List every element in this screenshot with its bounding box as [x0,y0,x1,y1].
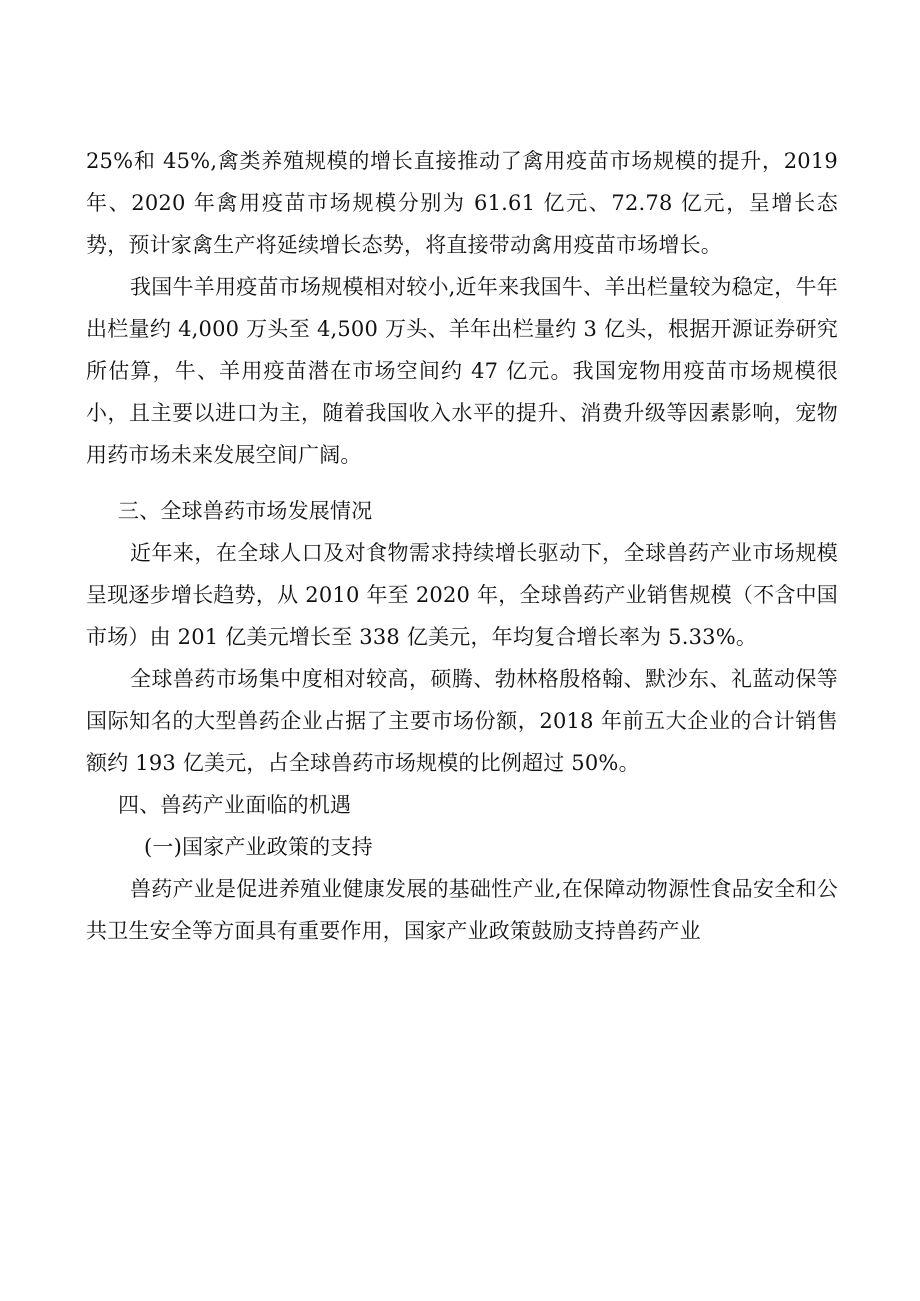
paragraph-global-market-growth: 近年来，在全球人口及对食物需求持续增长驱动下，全球兽药产业市场规模呈现逐步增长趋势，从 2010 年至 2020 年，全球兽药产业销售规模（不含中国市场）由 201 亿美元增长至 338 亿美元，年均复合增长率为 5.33%。 [86,541,838,649]
paragraph-poultry-vaccine: 25%和 45%,禽类养殖规模的增长直接推动了禽用疫苗市场规模的提升，2019 年、2020 年禽用疫苗市场规模分别为 61.61 亿元、72.78 亿元，呈增长态势，预计家禽生产将延续增长态势，将直接带动禽用疫苗市场增长。 [86,149,838,257]
document-page [86,140,838,952]
paragraph-global-market-concentration: 全球兽药市场集中度相对较高，硕腾、勃林格殷格翰、默沙东、礼蓝动保等国际知名的大型兽药企业占据了主要市场份额，2018 年前五大企业的合计销售额约 193 亿美元，占全球兽药市场规模的比例超过 50%。 [86,667,838,775]
section-spacer [86,476,838,490]
section-heading-opportunities: 四、兽药产业面临的机遇 [118,793,352,817]
section-heading-global-market: 三、全球兽药市场发展情况 [118,499,373,523]
subsection-heading-policy-support: (一)国家产业政策的支持 [144,835,373,859]
paragraph-cattle-sheep-pet-vaccine: 我国牛羊用疫苗市场规模相对较小,近年来我国牛、羊出栏量较为稳定，牛年出栏量约 4,000 万头至 4,500 万头、羊年出栏量约 3 亿头，根据开源证券研究所估算，牛、羊用疫苗潜在市场空间约 47 亿元。我国宠物用疫苗市场规模很小，且主要以进口为主，随着我国收入水平的提升、消费升级等因素影响，宠物用药市场未来发展空间广阔。 [86,275,838,467]
paragraph-policy-support: 兽药产业是促进养殖业健康发展的基础性产业,在保障动物源性食品安全和公共卫生安全等方面具有重要作用，国家产业政策鼓励支持兽药产业 [86,877,838,943]
